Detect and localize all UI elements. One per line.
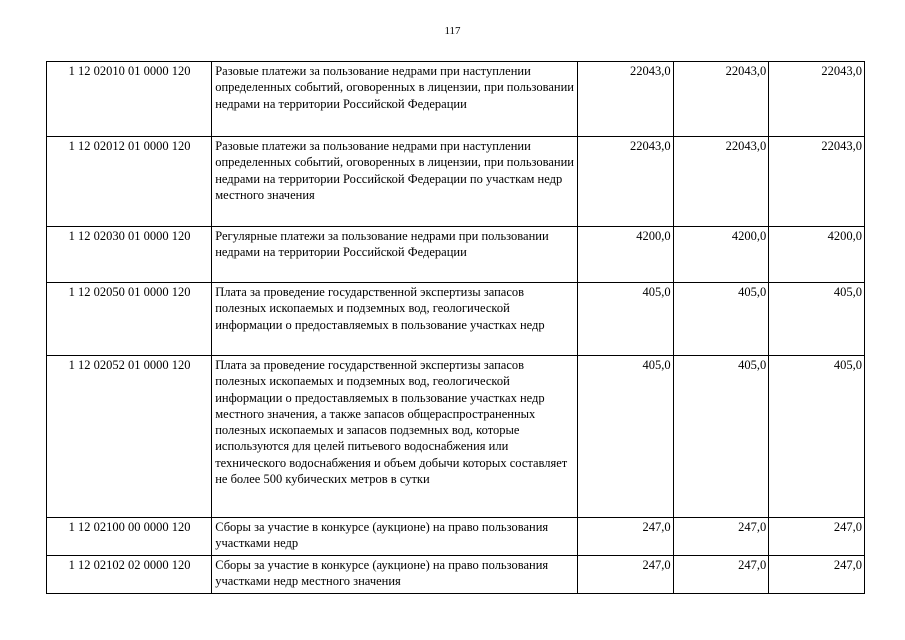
amount-cell: 22043,0 — [673, 62, 769, 137]
budget-code-cell: 1 12 02012 01 0000 120 — [47, 137, 212, 227]
amount-cell: 405,0 — [673, 283, 769, 356]
amount-cell: 405,0 — [577, 356, 673, 518]
amount-cell: 22043,0 — [577, 137, 673, 227]
revenue-name-cell: Разовые платежи за пользование недрами при наступлении определенных событий, оговоренных в лицензии, при пользовании недрами на территории Российской Федерации по участкам недр местного значения — [212, 137, 578, 227]
page-number: 117 — [444, 25, 461, 37]
amount-cell: 405,0 — [577, 283, 673, 356]
budget-code-cell: 1 12 02050 01 0000 120 — [47, 283, 212, 356]
table-row — [47, 227, 865, 283]
amount-cell: 22043,0 — [577, 62, 673, 137]
table-row — [47, 356, 865, 518]
amount-cell: 405,0 — [769, 356, 865, 518]
amount-cell: 405,0 — [769, 283, 865, 356]
amount-cell: 4200,0 — [577, 227, 673, 283]
amount-cell: 247,0 — [769, 556, 865, 594]
revenue-name-cell: Сборы за участие в конкурсе (аукционе) на право пользования участками недр местного значения — [212, 556, 578, 594]
amount-cell: 405,0 — [673, 356, 769, 518]
amount-cell: 247,0 — [769, 518, 865, 556]
revenue-name-cell: Сборы за участие в конкурсе (аукционе) на право пользования участками недр — [212, 518, 578, 556]
amount-cell: 22043,0 — [769, 137, 865, 227]
revenue-name-cell: Регулярные платежи за пользование недрами при пользовании недрами на территории Российской Федерации — [212, 227, 578, 283]
budget-code-cell: 1 12 02052 01 0000 120 — [47, 356, 212, 518]
amount-cell: 4200,0 — [769, 227, 865, 283]
amount-cell: 247,0 — [673, 518, 769, 556]
budget-revenue-table — [46, 61, 865, 594]
budget-code-cell: 1 12 02030 01 0000 120 — [47, 227, 212, 283]
table-row — [47, 518, 865, 556]
revenue-name-cell: Плата за проведение государственной экспертизы запасов полезных ископаемых и подземных вод, геологической информации о предоставляемых в пользование участках недр — [212, 283, 578, 356]
table-row — [47, 62, 865, 137]
amount-cell: 247,0 — [673, 556, 769, 594]
table-row — [47, 283, 865, 356]
revenue-name-cell: Разовые платежи за пользование недрами при наступлении определенных событий, оговоренных в лицензии, при пользовании недрами на территории Российской Федерации — [212, 62, 578, 137]
amount-cell: 247,0 — [577, 518, 673, 556]
amount-cell: 22043,0 — [673, 137, 769, 227]
amount-cell: 247,0 — [577, 556, 673, 594]
table-row — [47, 556, 865, 594]
budget-code-cell: 1 12 02010 01 0000 120 — [47, 62, 212, 137]
amount-cell: 22043,0 — [769, 62, 865, 137]
budget-code-cell: 1 12 02100 00 0000 120 — [47, 518, 212, 556]
budget-code-cell: 1 12 02102 02 0000 120 — [47, 556, 212, 594]
table-row — [47, 137, 865, 227]
revenue-name-cell: Плата за проведение государственной экспертизы запасов полезных ископаемых и подземных вод, геологической информации о предоставляемых в пользование участках недр местного значения, а также запасов общераспространенных полезных ископаемых и запасов подземных вод, которые используются для целей питьевого водоснабжения или технического водоснабжения и объем добычи которых составляет не более 500 кубических метров в сутки — [212, 356, 578, 518]
amount-cell: 4200,0 — [673, 227, 769, 283]
